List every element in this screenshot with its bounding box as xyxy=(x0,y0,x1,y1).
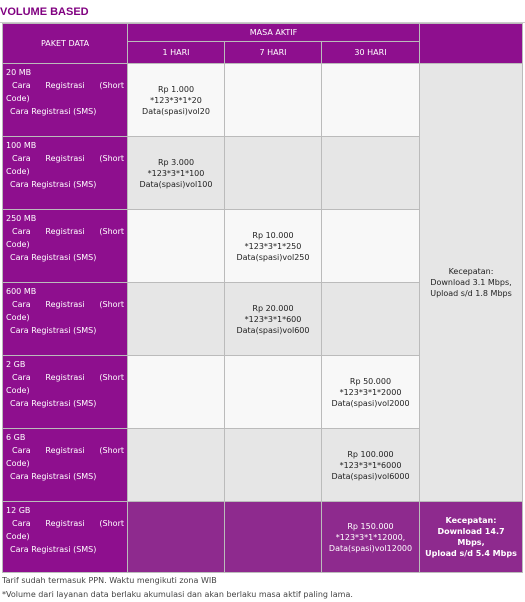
header-row xyxy=(3,24,523,42)
price: Rp 50.000 xyxy=(349,376,392,386)
empty-cell xyxy=(322,64,420,137)
empty-cell xyxy=(128,210,225,283)
empty-cell xyxy=(225,137,322,210)
reg-short-label: Cara Registrasi (Short xyxy=(12,81,124,90)
reg-short-label: Cara Registrasi (Short xyxy=(12,446,124,455)
speed-download-unit: Mbps, xyxy=(457,538,485,547)
empty-cell xyxy=(225,356,322,429)
package-name: 12 GB xyxy=(6,506,31,515)
package-cell xyxy=(3,64,128,137)
reg-sms-label: Cara Registrasi (SMS) xyxy=(10,107,97,116)
speed-upload: Upload s/d 1.8 Mbps xyxy=(430,289,512,298)
footnotes xyxy=(2,574,522,602)
ussd-code: *123*3*1*6000 xyxy=(339,460,402,470)
price: Rp 3.000 xyxy=(157,157,195,167)
price: Rp 100.000 xyxy=(347,449,394,459)
speed-label: Kecepatan: xyxy=(445,516,497,525)
package-cell xyxy=(3,283,128,356)
reg-short-label-cont: Code) xyxy=(6,459,30,468)
package-name: 100 MB xyxy=(6,141,37,150)
sms-keyword: Data(spasi)vol250 xyxy=(236,252,310,262)
sms-keyword: Data(spasi)vol6000 xyxy=(331,471,410,481)
price-cell xyxy=(128,137,225,210)
price: Rp 20.000 xyxy=(252,303,294,313)
ussd-code: *123*3*1*600 xyxy=(244,314,302,324)
ussd-code: *123*3*1*250 xyxy=(244,241,302,251)
package-cell xyxy=(3,502,128,573)
price-cell xyxy=(322,429,420,502)
price-cell xyxy=(225,283,322,356)
empty-cell xyxy=(322,137,420,210)
reg-short-label: Cara Registrasi (Short xyxy=(12,154,124,163)
empty-cell xyxy=(128,283,225,356)
package-cell xyxy=(3,429,128,502)
sms-keyword: Data(spasi)vol100 xyxy=(139,179,213,189)
sms-keyword: Data(spasi)vol12000 xyxy=(328,543,413,553)
price: Rp 1.000 xyxy=(157,84,195,94)
header-masa-aktif: MASA AKTIF xyxy=(128,24,420,42)
empty-cell xyxy=(128,429,225,502)
table-row xyxy=(3,64,523,137)
reg-short-label-cont: Code) xyxy=(6,240,30,249)
empty-cell xyxy=(225,64,322,137)
empty-cell xyxy=(225,429,322,502)
empty-cell xyxy=(128,356,225,429)
empty-cell xyxy=(128,502,225,573)
price-cell xyxy=(128,64,225,137)
volume-note: *Volume dari layanan data berlaku akumulasi dan akan berlaku masa aktif paling lama. xyxy=(2,590,353,599)
ussd-code: *123*3*1*2000 xyxy=(339,387,402,397)
header-30-hari: 30 HARI xyxy=(322,42,420,64)
package-cell xyxy=(3,356,128,429)
package-name: 250 MB xyxy=(6,214,37,223)
reg-short-label-cont: Code) xyxy=(6,313,30,322)
reg-short-label-cont: Code) xyxy=(6,386,30,395)
package-name: 20 MB xyxy=(6,68,32,77)
reg-sms-label: Cara Registrasi (SMS) xyxy=(10,253,97,262)
reg-sms-label: Cara Registrasi (SMS) xyxy=(10,180,97,189)
section-title: VOLUME BASED xyxy=(0,2,525,23)
reg-sms-label: Cara Registrasi (SMS) xyxy=(10,399,97,408)
volume-pricing-table xyxy=(2,23,523,573)
package-name: 6 GB xyxy=(6,433,26,442)
reg-short-label-cont: Code) xyxy=(6,94,30,103)
reg-short-label-cont: Code) xyxy=(6,532,30,541)
speed-cell-12gb xyxy=(420,502,523,573)
ussd-code: *123*3*1*20 xyxy=(150,95,202,105)
reg-short-label: Cara Registrasi (Short xyxy=(12,519,124,528)
price-cell xyxy=(322,502,420,573)
table-row xyxy=(3,502,523,573)
speed-label: Kecepatan: xyxy=(448,267,494,276)
package-name: 600 MB xyxy=(6,287,37,296)
speed-download: Download 14.7 xyxy=(437,527,505,536)
ussd-code: *123*3*1*100 xyxy=(147,168,205,178)
reg-short-label: Cara Registrasi (Short xyxy=(12,373,124,382)
reg-sms-label: Cara Registrasi (SMS) xyxy=(10,472,97,481)
price-cell xyxy=(322,356,420,429)
reg-short-label: Cara Registrasi (Short xyxy=(12,300,124,309)
ussd-code: *123*3*1*12000, xyxy=(335,532,406,542)
speed-upload: Upload s/d 5.4 Mbps xyxy=(425,549,517,558)
reg-short-label: Cara Registrasi (Short xyxy=(12,227,124,236)
sms-keyword: Data(spasi)vol2000 xyxy=(331,398,410,408)
header-1-hari: 1 HARI xyxy=(128,42,225,64)
empty-cell xyxy=(322,210,420,283)
header-empty xyxy=(420,24,523,64)
reg-sms-label: Cara Registrasi (SMS) xyxy=(10,326,97,335)
header-paket-data: PAKET DATA xyxy=(3,24,128,64)
price-cell xyxy=(225,210,322,283)
header-7-hari: 7 HARI xyxy=(225,42,322,64)
reg-short-label-cont: Code) xyxy=(6,167,30,176)
sms-keyword: Data(spasi)vol20 xyxy=(142,106,210,116)
tax-note: Tarif sudah termasuk PPN. Waktu mengikuti zona WIB xyxy=(2,576,217,585)
empty-cell xyxy=(225,502,322,573)
package-cell xyxy=(3,137,128,210)
package-cell xyxy=(3,210,128,283)
package-name: 2 GB xyxy=(6,360,26,369)
reg-sms-label: Cara Registrasi (SMS) xyxy=(10,545,97,554)
sms-keyword: Data(spasi)vol600 xyxy=(236,325,310,335)
price: Rp 150.000 xyxy=(347,521,394,531)
empty-cell xyxy=(322,283,420,356)
speed-download: Download 3.1 Mbps, xyxy=(430,278,512,287)
speed-cell xyxy=(420,64,523,502)
price: Rp 10.000 xyxy=(252,230,294,240)
